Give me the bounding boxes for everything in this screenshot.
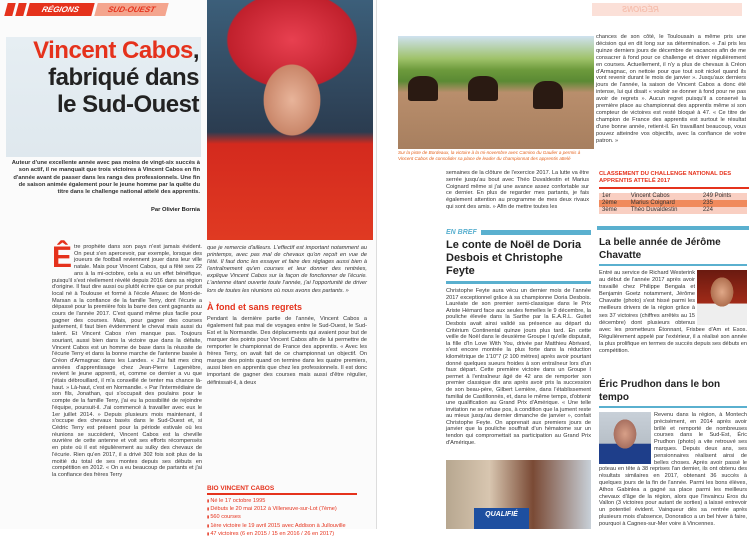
name: Marius Coignard [630, 200, 675, 206]
article-title: Vincent Cabos, fabriqué dans le Sud-Ouest [33, 37, 199, 118]
name: Vincent Cabos [630, 193, 670, 199]
bio-item: ▮ 47 victoires (6 en 2015 / 15 en 2016 / 26 en 2017) [207, 530, 357, 538]
bio-item: ▮ Débuts le 20 mai 2012 à Villeneuve-sur-Lot (7ème) [207, 505, 357, 513]
brief-body: Christophe Feyte aura vécu un dernier mois de l'année 2017 exceptionnel grâce à sa championne Doria Desbois. Lauréate de son premier semi-classique dans le Prix Ariste Hémard face aux seules femelles le 9 décembre, la pouliche élevée dans la Sarthe par la E.A.R.L. Guitet Desbois avait ainsi validé sa présence au départ du Critérium Continental quinze jours plus tard. En cette veille de Noël dans le deuxième Groupe I qu'elle disputait, la fille d'In Love With You, drivée par Matthieu Abrivard, s'est encore montrée la plus forte dans la réduction kilométrique de 1'10"7 (2 100 mètres) après avoir pourtant donné quelques sueurs froides à son entraîneur lors d'un faux départ. Cette première victoire dans un Groupe I permet à l'entraîneur âgé de 42 ans de remporter son premier classique dix ans après avoir pris la succession de son beau-père, Gilbert Lemière, dans l'établissement familial de Castillonnès, et, dans le même temps, d'obtenir une qualification au Grand Prix d'Amérique. « Une telle invitation ne se refuse pos, à condition que la jument reste au mieux jusqu'au dernier dimanche de janvier », confait Christophe Feyte. On apprenait aux premiers jours de janvier que la pouliche souffrait d'un hématome sur un tendon qui compromettait sa participation au Grand Prix d'Amérique. [446, 288, 591, 446]
bio-box [207, 485, 357, 538]
prudhon-body: Revenu dans la région, à Montech précisément, en 2014 après avoir brillé et remporté de nombreuses courses dans le Sud-Est, Éric Prudhon (photo) a vite retrouvé ses marques. Depuis deux ans, ses pensionnaires réalisent ainsi de belles choses. Après avoir passé le poteau en tête à 38 reprises l'an dernier, ils ont obtenu des résultats similaires en 2017, obtenant 36 succès à quelques jours de la fin de l'année. Parmi les bons élèves, Athos Gabinlea a gagné sa place parmi les meilleurs chevaux d'âge de la région, alors que l'invaincu Eros du Vallon (3 victoires pour autant de sorties) a laissé entrevoir un potentiel évident. Vainqueur dès sa rentrée après plusieurs mois d'absence, Donoratico a un bel hiver à faire, pourquoi à Cagnes-sur-Mer voire à Vincennes. [599, 412, 747, 527]
column-2 [207, 245, 367, 387]
mirrored-header: RÉGIONS [592, 3, 742, 16]
bio-item: ▮ Né le 17 octobre 1995 [207, 497, 357, 505]
points: 235 [702, 200, 713, 206]
jockey-portrait-photo [207, 0, 373, 240]
column-3: chances de son côté, le Toulousain a même pris une décision qui en dit long sur sa détermination. « J'ai pris les quinze derniers jours de décembre de vacances afin de me consacrer à fond pour ce challenge et driver régulièrement en courses. Actuellement, il n'y a plus de chevaux à Créon d'Armagnac, on nettoie pour que tout soit nickel quand ils vont revenir durant le mois de janvier ». Jusqu'aux derniers jours de l'année, la saison de Vincent Cabos a donc été intense, lui qui disait « vouloir se donner à fond pour ne pas avoir de regrets ». Aucun regret puisqu'il a conservé la première place au championnat des apprentis même si son compteur de victoires est resté bloqué à 47. « Ce titre de champion de France des apprentis est surtout le résultat d'une bonne année, retient-il. En travaillant beaucoup, vous pouvez atteindre vos objectifs, avec la confiance de votre patron. » [596, 34, 746, 144]
rank: 3ème [602, 207, 618, 213]
points: 249 Points [702, 193, 732, 199]
rank: 1er [602, 193, 611, 199]
section-header [6, 3, 167, 16]
winners-photo [446, 460, 591, 529]
prudhon-photo [599, 412, 651, 464]
body-text: tre prophète dans son pays n'est jamais évident. On peut s'en apercevoir, par exemple, lorsque des joueurs de football reviennent jouer dans leur ville natale. Mais pour Vincent Cabos, qui a fêté ses 22 ans à la mi-octobre, cela a eu un effet bénéfique, puisqu'il s'est réellement révélé depuis 2016 dans sa région d'origine. Il faut dire aussi ou plutôt écrire que ce pur produit local né à Toulouse et formé à l'école Afasec de Mont-de-Marsan a la confiance de la famille Terry, dont l'écurie a dépassé pour la première fois la barre des cent gagnants au cours de l'année 2017. C'est quand même plus facile pour gagner des courses. Mais, pour gagner des courses justement, il faut bien évidemment le cheval mais aussi du talent. Et Vincent Cabos n'en manque pas. Toujours souriant, aussi bien dans la victoire que dans la défaite, Vincent Cabos est un homme de base dans la réussite de l'écurie Terry et dans la bonne marche de l'antenne basée à Créon d'Armagnac dans les Landes. « J'ai fait mes cinq années d'apprentissage chez Jean-Pierre Lagenèbre, revient le jeune apprenti, et, comme ce dernier a vu que j'étais débrouillard, il m'a conseillé de tenter ma chance là-haut. » Là-haut, c'est en Normandie. « Par l'intermédiaire de son fils, Jonathan, qui s'occupait des poulains pour le compte de la famille Terry, j'ai eu la possibilité de rejoindre l'équipe, poursuit-il. J'ai commencé à travailler avec eux le 1er juillet 2014. » Depuis plusieurs mois maintenant, il s'occupe des chevaux basés dans le Sud-Ouest et, si Cédric Terry est présent pour la période estivale où les réunions se succèdent, Vincent Cabos est la cheville ouvrière de cette antenne et voit ses efforts récompensés en piste où il est régulièrement au sulky des chevaux de l'écurie. Rien qu'en 2017, il a drivé 302 fois soit plus de la moitié du total de ses montes depuis ses débuts en compétition en 2012. « On a eu beaucoup de partants et j'ai la confiance des frères Terry [52, 244, 202, 478]
table-row [599, 193, 747, 200]
chavatte-title: La belle année de Jérôme Chavatte [599, 237, 721, 261]
ranking-table [599, 193, 747, 214]
brief-banner [446, 229, 591, 236]
ranking-box [599, 171, 749, 214]
quote-text: que je remercie d'ailleurs. L'effectif est important notamment au printemps, avec pas mal de chevaux qu'on reçoit en vue de l'été. Il faut donc les essayer et faire des réglages aussi bien à l'entraînement qu'en courses et leur donner des rentrées, explique Vincent Cabos sur la façon de fonctionner de l'écurie. L'antenne étant ouverte toute l'année, j'ai l'opportunité de driver lors de toutes les réunions où nous avons des partants. » [207, 245, 367, 294]
bio-item: ▮ 560 courses [207, 513, 357, 521]
article-intro: Auteur d'une excellente année avec pas moins de vingt-six succès à son actif, il ne manquait que trois victoires à Vincent Cabos en fin d'année avant de passer dans les rangs des professionnels. Une fin de saison animée également pour le jeune homme par la quête du titre dans le challenge national attelé des apprentis. [11, 160, 200, 196]
brief-label: EN BREF [446, 229, 477, 236]
region-label: SUD-OUEST [94, 3, 169, 16]
table-row [599, 200, 747, 207]
chavatte-section [599, 236, 747, 355]
chavatte-body: Entré au service de Richard Westerink au début de l'année 2017 après avoir travaillé chez Philippe Bengala et Benjamin Goetz notamment, Jérôme Chavatte (photo) s'est hissé parmi les meilleurs drivers de la région grâce à ses 37 victoires (chiffres arrêtés au 15 décembre) dont plusieurs obtenus avec les prometteurs Étonnant, Frisbee d'Am et Esos. Régulièrement appelé par l'extérieur, il a réalisé son année la plus prolifique en termes de succès depuis ses débuts en compétition. [599, 270, 748, 355]
photo-caption: Sur la piste de Bordeaux, la victoire à la mi-novembre avec Camino du Gaulier a permis à Vincent Cabos de consolider sa place de leader du championnat des apprentis attelé [398, 150, 581, 161]
table-row [599, 207, 747, 214]
race-photo [398, 36, 594, 149]
rank: 2ème [602, 200, 618, 206]
chavatte-photo [697, 270, 747, 325]
right-page [376, 0, 750, 529]
qualifie-sign: QUALIFIÉ [474, 508, 529, 529]
divider [597, 226, 749, 230]
points: 224 [702, 207, 713, 213]
column-4: semaines de la clôture de l'exercice 2017. La lutte va être serrée jusqu'au bout avec Théo Duvaldestin et Marius Coignard même si j'ai une avance assez confortable sur ce dernier. En plus de regarder mes partants, je fais également attention au programme de mes deux rivaux qui sont des amis. » Afin de mettre toutes les [446, 170, 589, 210]
byline: Par Olivier Bornia [151, 207, 200, 213]
brief-section [446, 229, 591, 446]
bio-item: ▮ 1ère victoire le 19 avril 2015 avec Addison à Jullouville [207, 522, 357, 530]
section-label: RÉGIONS [26, 3, 94, 16]
prudhon-title: Éric Prudhon dans le bon tempo [599, 379, 721, 403]
bio-title: BIO VINCENT CABOS [207, 485, 357, 495]
prudhon-section [599, 378, 747, 528]
drop-cap: Ê [52, 241, 73, 274]
column-1 [52, 241, 202, 529]
subheading: À fond et sans regrets [207, 301, 303, 312]
ranking-title: CLASSEMENT DU CHALLENGE NATIONAL DES APPRENTIS ATTELÉ 2017 [599, 171, 732, 184]
brief-title: Le conte de Noël de Doria Desbois et Christophe Feyte [446, 239, 582, 277]
name: Théo Duvaldestin [630, 207, 678, 213]
body-text: Pendant la dernière partie de l'année, Vincent Cabos a également fait pas mal de voyages entre le Sud-Ouest, le Sud-Est et la Normandie. Des déplacements qui avaient pour but de marquer des points pour Vincent Cabos afin de lui permettre de remporter le championnat de France des apprentis. « Avec les frères Terry, on avait fait de ce championnat un objectif. On marque des points quand on termine dans les quatre premiers, aussi bien en apprentis que chez les professionnels. Il est donc important de gagner des courses mais aussi d'être régulier, définissait-il, à deux [207, 315, 367, 386]
